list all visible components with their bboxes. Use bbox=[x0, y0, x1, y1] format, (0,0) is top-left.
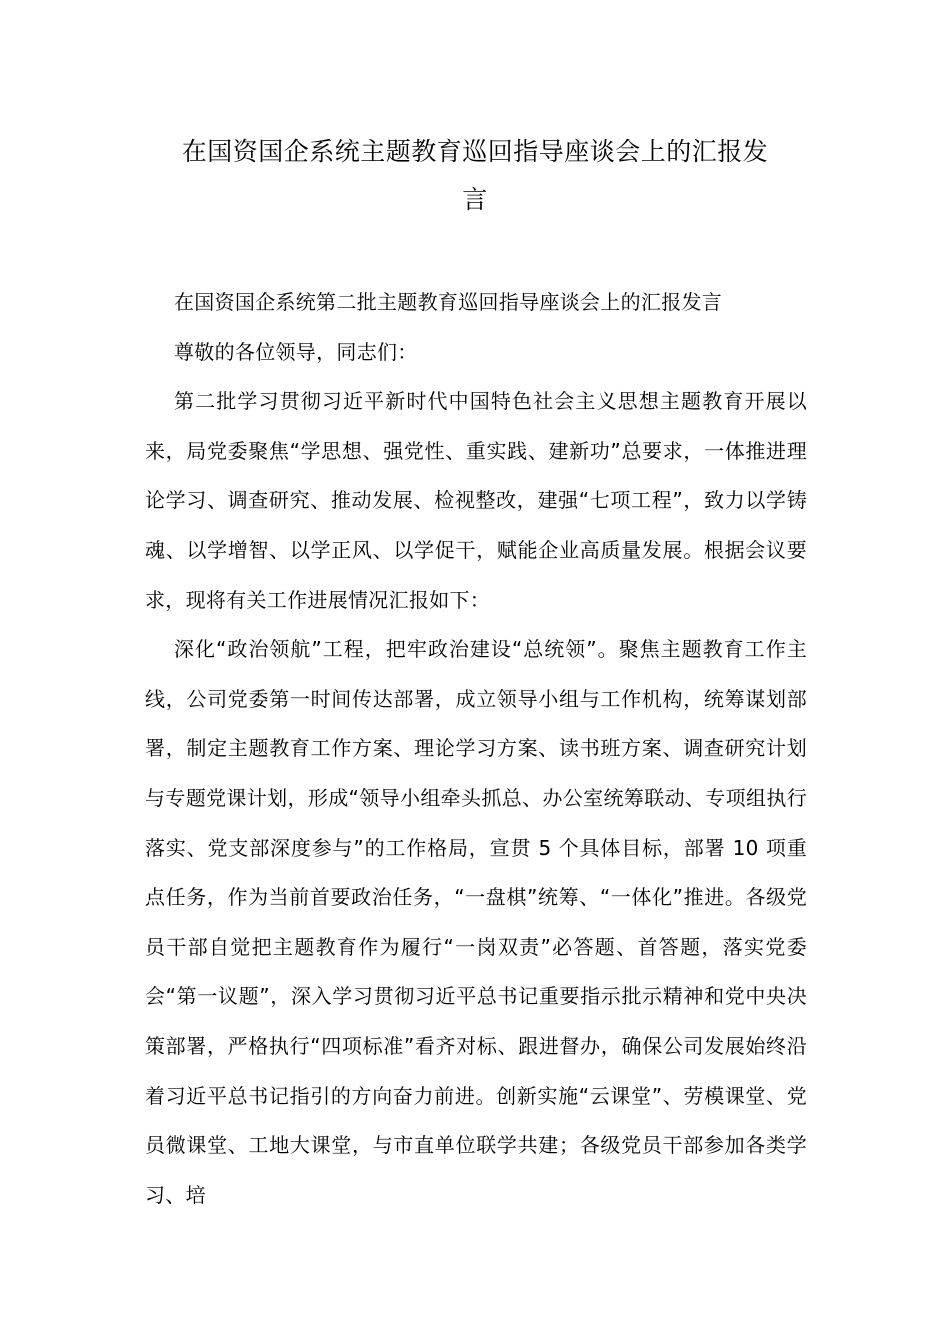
subtitle-paragraph: 在国资国企系统第二批主题教育巡回指导座谈会上的汇报发言 bbox=[174, 290, 723, 314]
body-paragraph: 深化“政治领航”工程，把牢政治建设“总统领”。聚焦主题教育工作主线，公司党委第一时间传达部署，成立领导小组与工作机构，统筹谋划部署，制定主题教育工作方案、理论学习方案、读书班方案、调查研究计划与专题党课计划，形成“领导小组牵头抓总、办公室统筹联动、专项组执行落实、党支部深度参与”的工作格局，宣贯 5 个具体目标，部署 10 项重点任务，作为当前首要政治任务，“一盘棋”统筹、“一体化”推进。各级党员干部自觉把主题教育作为履行“一岗双责”必答题、首答题，落实党委会“第一议题”，深入学习贯彻习近平总书记重要指示批示精神和党中央决策部署，严格执行“四项标准”看齐对标、跟进督办，确保公司发展始终沿着习近平总书记指引的方向奋力前进。创新实施“云课堂”、劳模课堂、党员微课堂、工地大课堂，与市直单位联学共建；各级党员干部参加各类学习、培 bbox=[145, 637, 807, 1207]
document-title-line-2: 言 bbox=[462, 185, 488, 214]
document-title-line-1: 在国资国企系统主题教育巡回指导座谈会上的汇报发 bbox=[181, 137, 769, 166]
salutation-paragraph: 尊敬的各位领导，同志们： bbox=[174, 339, 418, 364]
intro-paragraph: 第二批学习贯彻习近平新时代中国特色社会主义思想主题教育开展以来，局党委聚焦“学思想、强党性、重实践、建新功”总要求，一体推进理论学习、调查研究、推动发展、检视整改，建强“七项工程”，致力以学铸魂、以学增智、以学正风、以学促干，赋能企业高质量发展。根据会议要求，现将有关工作进展情况汇报如下： bbox=[145, 389, 807, 612]
document-title bbox=[140, 128, 810, 224]
document-body bbox=[145, 278, 807, 1220]
